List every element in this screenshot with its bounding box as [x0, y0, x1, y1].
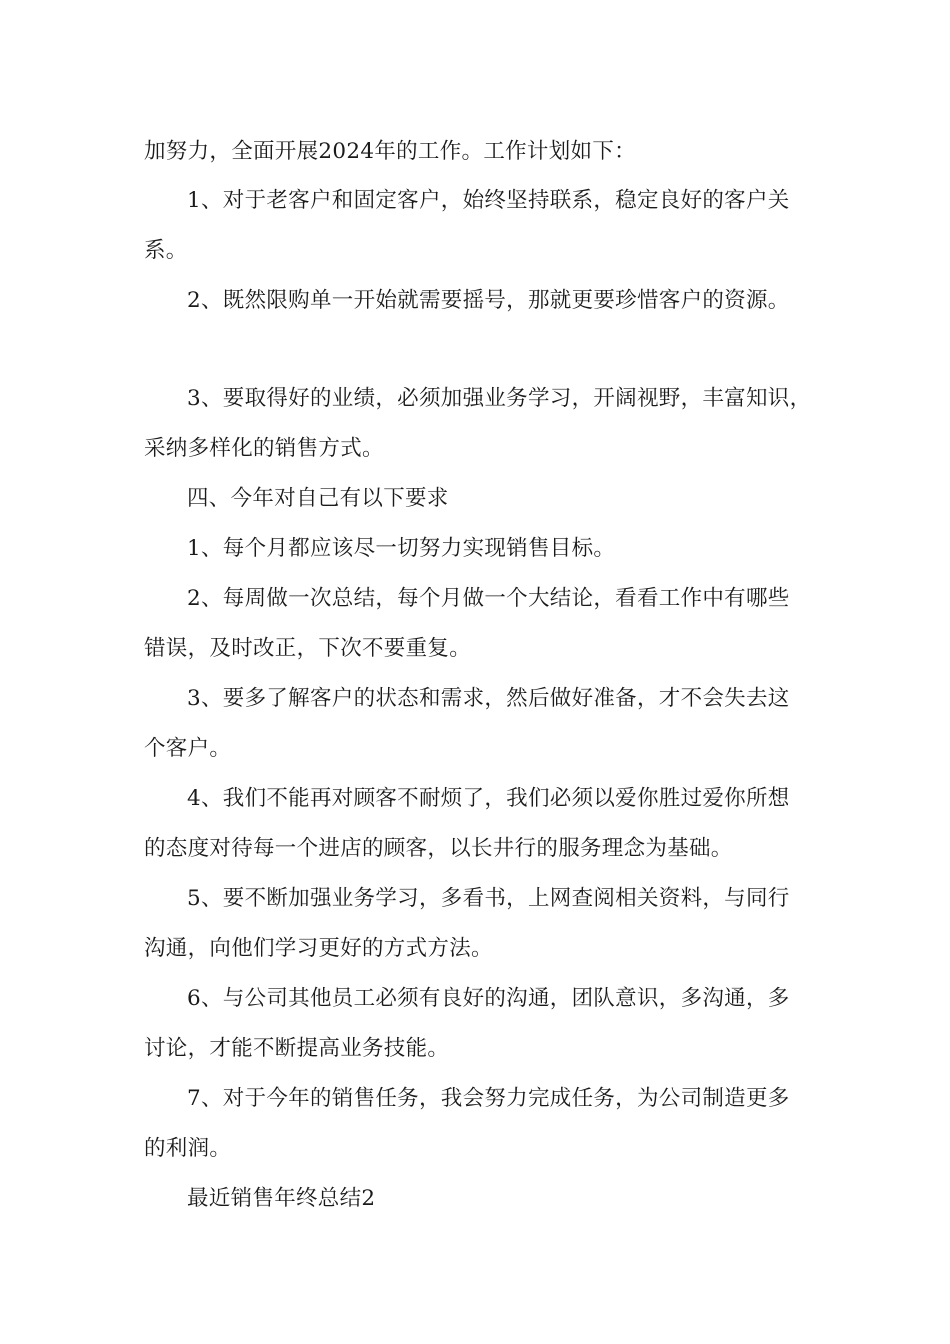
- paragraph-line: 加努力，全面开展2024年的工作。工作计划如下：: [144, 139, 636, 164]
- paragraph-line: 2、每周做一次总结，每个月做一个大结论，看看工作中有哪些: [187, 586, 790, 611]
- paragraph-line: 1、每个月都应该尽一切努力实现销售目标。: [187, 536, 616, 561]
- paragraph-line: 1、对于老客户和固定客户，始终坚持联系，稳定良好的客户关: [187, 188, 790, 213]
- section-heading: 四、今年对自己有以下要求: [187, 486, 449, 511]
- paragraph-line: 系。: [144, 238, 188, 263]
- paragraph-line: 5、要不断加强业务学习，多看书，上网查阅相关资料，与同行: [187, 886, 790, 911]
- paragraph-line: 采纳多样化的销售方式。: [144, 436, 384, 461]
- document-subtitle: 最近销售年终总结2: [187, 1186, 376, 1211]
- paragraph-line: 的态度对待每一个进店的顾客，以长井行的服务理念为基础。: [144, 836, 733, 861]
- paragraph-line: 6、与公司其他员工必须有良好的沟通，团队意识，多沟通，多: [187, 986, 790, 1011]
- paragraph-line: 2、既然限购单一开始就需要摇号，那就更要珍惜客户的资源。: [187, 288, 790, 313]
- paragraph-line: 3、要多了解客户的状态和需求，然后做好准备，才不会失去这: [187, 686, 790, 711]
- paragraph-line: 4、我们不能再对顾客不耐烦了，我们必须以爱你胜过爱你所想: [187, 786, 790, 811]
- paragraph-line: 讨论，才能不断提高业务技能。: [144, 1036, 450, 1061]
- paragraph-line: 个客户。: [144, 736, 232, 761]
- paragraph-line: 错误，及时改正，下次不要重复。: [144, 636, 472, 661]
- paragraph-line: 7、对于今年的销售任务，我会努力完成任务，为公司制造更多: [187, 1086, 790, 1111]
- paragraph-line: 的利润。: [144, 1136, 232, 1161]
- paragraph-line: 沟通，向他们学习更好的方式方法。: [144, 936, 493, 961]
- paragraph-line: 3、要取得好的业绩，必须加强业务学习，开阔视野，丰富知识，: [187, 386, 812, 411]
